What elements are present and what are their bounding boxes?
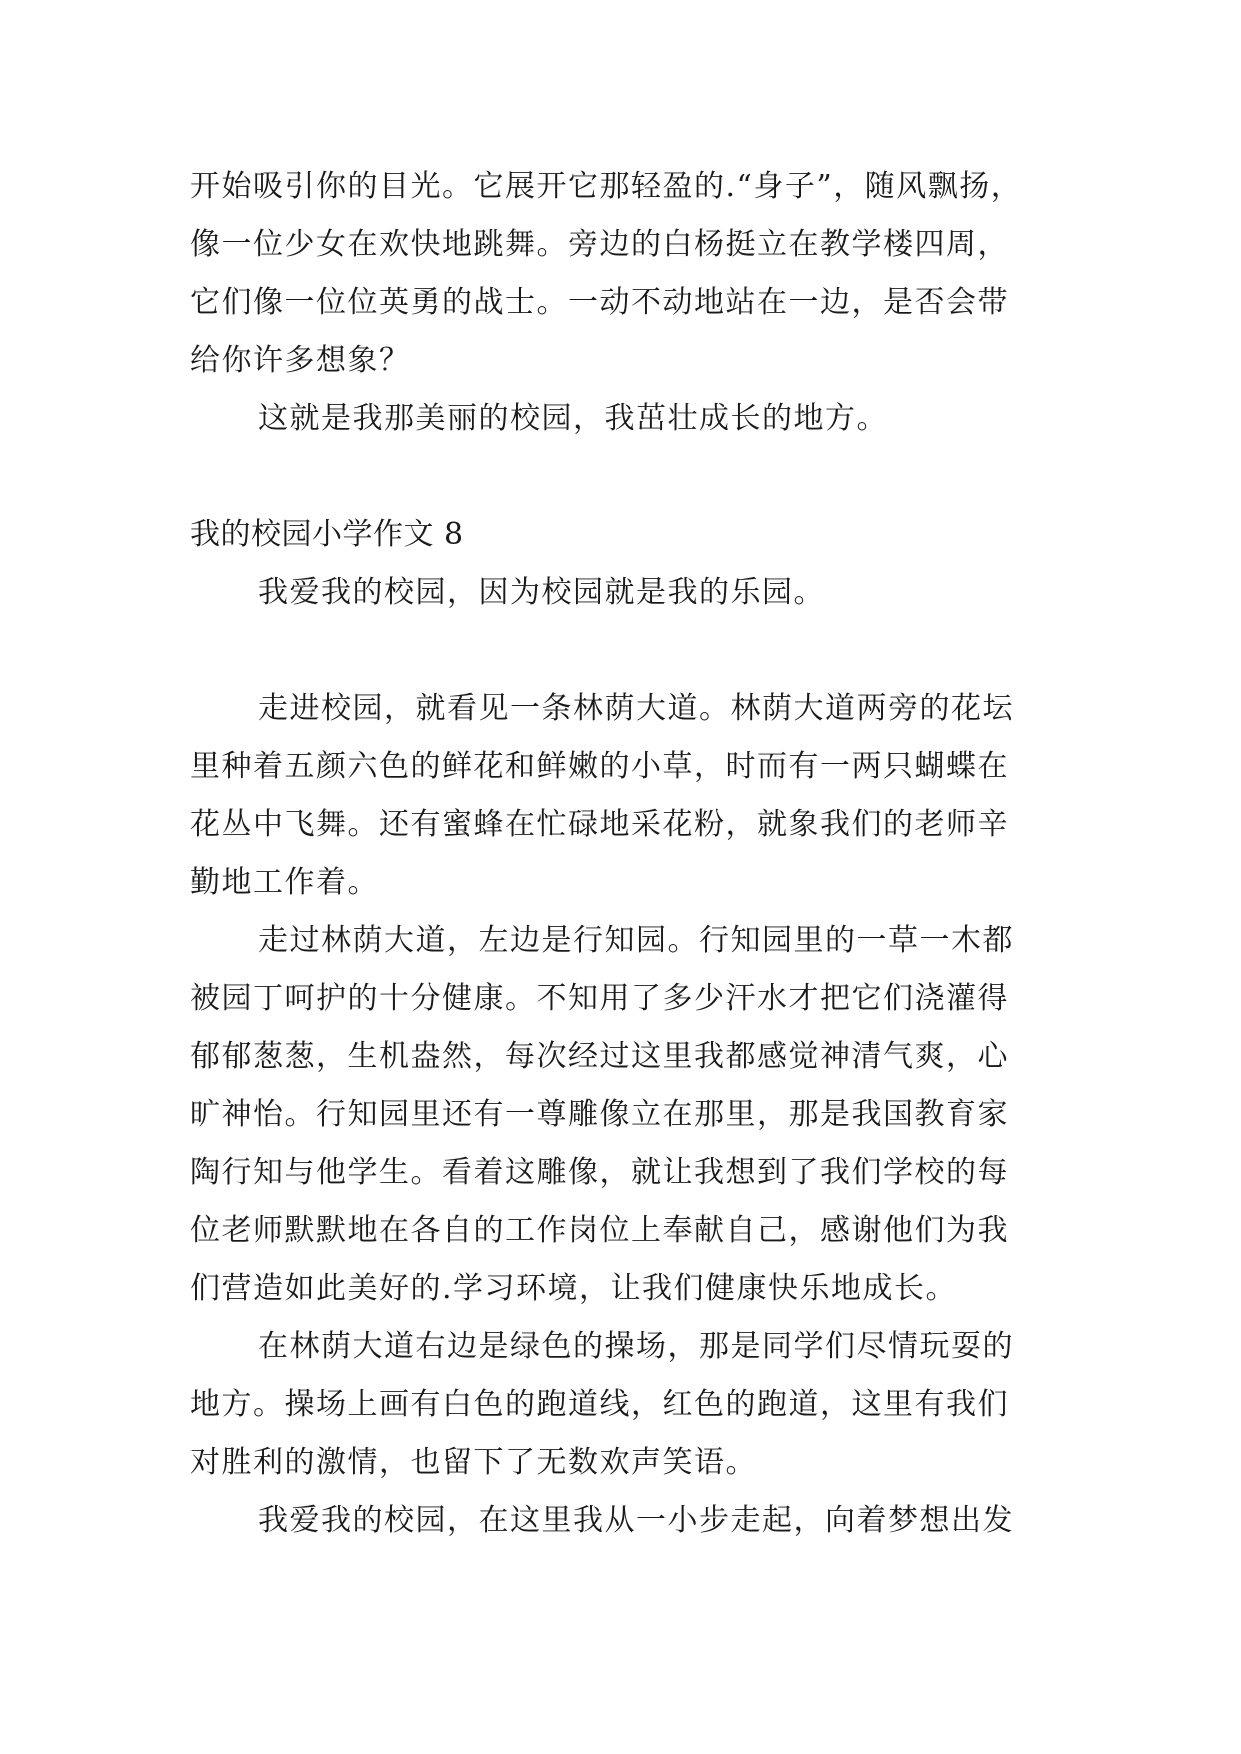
paragraph-line: 我爱我的校园，在这里我从一小步走起，向着梦想出发 [258, 1503, 1014, 1538]
paragraph-line: 旷神怡。行知园里还有一尊雕像立在那里，那是我国教育家 [190, 1097, 1009, 1132]
paragraph-line: 我爱我的校园，因为校园就是我的乐园。 [258, 575, 825, 610]
paragraph-line: 位老师默默地在各自的工作岗位上奉献自己，感谢他们为我 [190, 1213, 1009, 1248]
paragraph-line: 它们像一位位英勇的战士。一动不动地站在一边，是否会带 [190, 285, 1009, 320]
paragraph-line: 开始吸引你的目光。它展开它那轻盈的.“身子”，随风飘扬， [190, 169, 1023, 204]
paragraph-line: 里种着五颜六色的鲜花和鲜嫩的小草，时而有一两只蝴蝶在 [190, 749, 1009, 784]
paragraph-line: 陶行知与他学生。看着这雕像，就让我想到了我们学校的每 [190, 1155, 1009, 1190]
paragraph-line: 勤地工作着。 [190, 865, 379, 900]
paragraph-line: 地方。操场上画有白色的跑道线，红色的跑道，这里有我们 [190, 1387, 1009, 1422]
paragraph-line: 给你许多想象？ [190, 343, 411, 378]
paragraph-line: 走过林荫大道，左边是行知园。行知园里的一草一木都 [258, 923, 1014, 958]
paragraph-line: 郁郁葱葱，生机盎然，每次经过这里我都感觉神清气爽，心 [190, 1039, 1009, 1074]
paragraph-line: 这就是我那美丽的校园，我茁壮成长的地方。 [258, 401, 888, 436]
paragraph-line: 花丛中飞舞。还有蜜蜂在忙碌地采花粉，就象我们的老师辛 [190, 807, 1009, 842]
paragraph-line: 走进校园，就看见一条林荫大道。林荫大道两旁的花坛 [258, 691, 1014, 726]
paragraph-line: 们营造如此美好的.学习环境，让我们健康快乐地成长。 [190, 1271, 958, 1306]
paragraph-line: 在林荫大道右边是绿色的操场，那是同学们尽情玩耍的 [258, 1329, 1014, 1364]
section-heading: 我的校园小学作文 8 [190, 517, 464, 552]
paragraph-line: 像一位少女在欢快地跳舞。旁边的白杨挺立在教学楼四周， [190, 227, 1009, 262]
paragraph-line: 对胜利的激情，也留下了无数欢声笑语。 [190, 1445, 757, 1480]
paragraph-line: 被园丁呵护的十分健康。不知用了多少汗水才把它们浇灌得 [190, 981, 1009, 1016]
